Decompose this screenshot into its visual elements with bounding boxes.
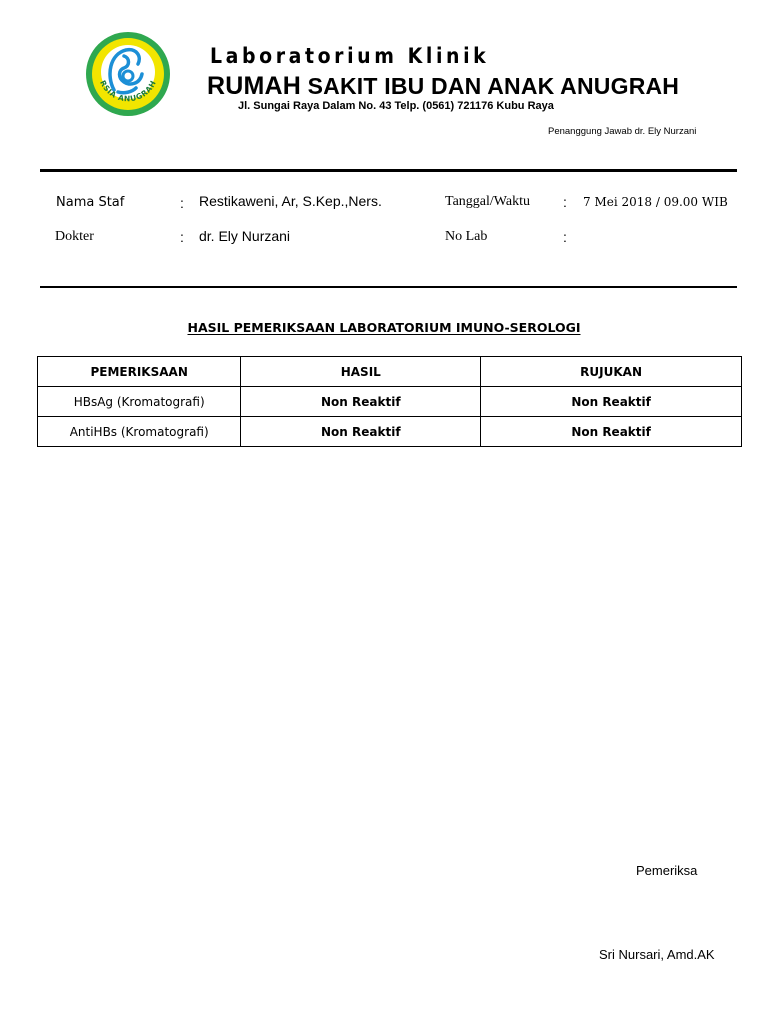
lab-no-colon: : bbox=[563, 229, 567, 245]
datetime-value: 7 Mei 2018 / 09.00 WIB bbox=[583, 195, 728, 209]
results-table bbox=[37, 356, 742, 447]
cell-result: Non Reaktif bbox=[241, 387, 481, 417]
logo-text: RSIA ANUGRAH bbox=[98, 78, 158, 104]
lab-no-label: No Lab bbox=[445, 229, 488, 244]
cell-examination: HBsAg (Kromatografi) bbox=[38, 387, 241, 417]
hospital-name-prefix: RUMAH bbox=[207, 72, 302, 100]
cell-reference: Non Reaktif bbox=[481, 417, 742, 447]
header-examination: PEMERIKSAAN bbox=[38, 357, 241, 387]
header-result: HASIL bbox=[241, 357, 481, 387]
datetime-colon: : bbox=[563, 194, 567, 210]
header-divider bbox=[40, 169, 737, 172]
cell-result: Non Reaktif bbox=[241, 417, 481, 447]
table-row bbox=[38, 387, 742, 417]
lab-title: Laboratorium Klinik bbox=[210, 44, 490, 68]
cell-reference: Non Reaktif bbox=[481, 387, 742, 417]
table-row bbox=[38, 417, 742, 447]
cell-examination: AntiHBs (Kromatografi) bbox=[38, 417, 241, 447]
examiner-label: Pemeriksa bbox=[636, 863, 698, 878]
hospital-name bbox=[207, 72, 679, 101]
examiner-name: Sri Nursari, Amd.AK bbox=[599, 947, 715, 962]
info-divider bbox=[40, 286, 737, 288]
table-header-row bbox=[38, 357, 742, 387]
staff-label: Nama Staf bbox=[56, 195, 125, 210]
responsible-person: Penanggung Jawab dr. Ely Nurzani bbox=[548, 126, 697, 137]
datetime-label: Tanggal/Waktu bbox=[445, 194, 530, 209]
staff-colon: : bbox=[180, 195, 184, 211]
staff-value: Restikaweni, Ar, S.Kep.,Ners. bbox=[199, 193, 382, 209]
doctor-label: Dokter bbox=[55, 229, 94, 244]
doctor-value: dr. Ely Nurzani bbox=[199, 228, 291, 244]
hospital-name-rest: SAKIT IBU DAN ANAK ANUGRAH bbox=[307, 73, 680, 99]
hospital-logo bbox=[84, 30, 172, 118]
section-title: HASIL PEMERIKSAAN LABORATORIUM IMUNO-SEROLOGI bbox=[187, 320, 581, 335]
doctor-colon: : bbox=[180, 229, 184, 245]
header-reference: RUJUKAN bbox=[481, 357, 742, 387]
hospital-address: Jl. Sungai Raya Dalam No. 43 Telp. (0561) 721176 Kubu Raya bbox=[238, 100, 554, 112]
